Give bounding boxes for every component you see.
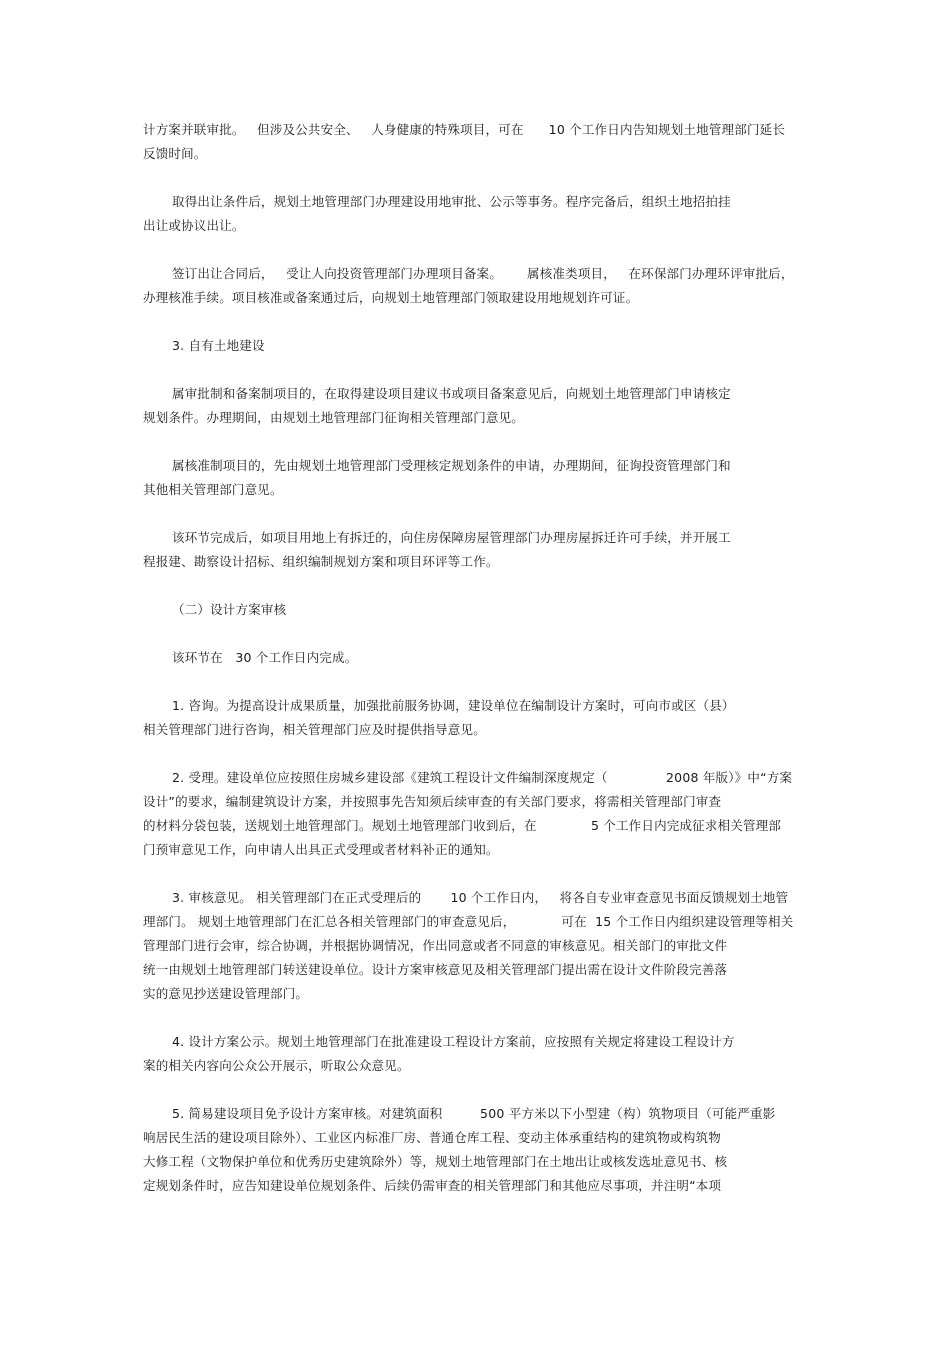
text-line: 大修工程（文物保护单位和优秀历史建筑除外）等，规划土地管理部门在土地出让或核发选址意见书、核 [143,1154,728,1169]
text-line: 其他相关管理部门意见。 [143,482,283,497]
text-line: 设计”的要求，编制建筑设计方案，并按照事先告知须后续审查的有关部门要求，将需相关管理部门审查 [143,794,722,809]
text-line: 反馈时间。 [143,146,207,161]
text-line: 该环节完成后，如项目用地上有拆迁的，向住房保障房屋管理部门办理房屋拆迁许可手续，并开展工 [172,530,731,545]
text-line: 5. 简易建设项目免予设计方案审核。对建筑面积 500 平方米以下小型建（构）筑物项目（可能严重影 [172,1106,776,1121]
text-line: 属审批制和备案制项目的，在取得建设项目建议书或项目备案意见后，向规划土地管理部门申请核定 [172,386,731,401]
text-line: 定规划条件时，应告知建设单位规划条件、后续仍需审查的相关管理部门和其他应尽事项，并注明“本项 [143,1178,722,1193]
text-line: 出让或协议出让。 [143,218,245,233]
text-line: 管理部门进行会审，综合协调，并根据协调情况，作出同意或者不同意的审核意见。相关部门的审批文件 [143,938,728,953]
text-line: 该环节在 30 个工作日内完成。 [172,650,358,665]
text-line: 门预审意见工作，向申请人出具正式受理或者材料补正的通知。 [143,842,499,857]
text-line: 取得出让条件后，规划土地管理部门办理建设用地审批、公示等事务。程序完备后，组织土地招拍挂 [172,194,731,209]
text-line: 1. 咨询。为提高设计成果质量，加强批前服务协调，建设单位在编制设计方案时，可向市或区（县） [172,698,735,713]
text-line: 实的意见抄送建设管理部门。 [143,986,309,1001]
text-line: 签订出让合同后， 受让人向投资管理部门办理项目备案。 属核准类项目， 在环保部门办理环评审批后， [172,266,794,281]
section-heading: 3. 自有土地建设 [172,338,265,353]
text-line: 计方案并联审批。 但涉及公共安全、 人身健康的特殊项目，可在 10 个工作日内告知规划土地管理部门延长 [143,122,786,137]
section-heading: （二）设计方案审核 [172,602,287,617]
text-line: 3. 审核意见。 相关管理部门在正式受理后的 10 个工作日内， 将各自专业审查意见书面反馈规划土地管 [172,890,789,905]
text-line: 2. 受理。建设单位应按照住房城乡建设部《建筑工程设计文件编制深度规定（ 2008 年版）》中“方案 [172,770,793,785]
text-line: 案的相关内容向公众公开展示，听取公众意见。 [143,1058,410,1073]
text-line: 统一由规划土地管理部门转送建设单位。设计方案审核意见及相关管理部门提出需在设计文件阶段完善落 [143,962,728,977]
text-line: 属核准制项目的，先由规划土地管理部门受理核定规划条件的申请，办理期间，征询投资管理部门和 [172,458,731,473]
text-line: 响居民生活的建设项目除外）、工业区内标准厂房、普通仓库工程、变动主体承重结构的建筑物或构筑物 [143,1130,721,1145]
text-line: 规划条件。办理期间，由规划土地管理部门征询相关管理部门意见。 [143,410,525,425]
text-line: 理部门。 规划土地管理部门在汇总各相关管理部门的审查意见后， 可在 15 个工作日内组织建设管理等相关 [143,914,794,929]
text-line: 办理核准手续。项目核准或备案通过后，向规划土地管理部门领取建设用地规划许可证。 [143,290,639,305]
text-line: 程报建、勘察设计招标、组织编制规划方案和项目环评等工作。 [143,554,499,569]
text-line: 相关管理部门进行咨询，相关管理部门应及时提供指导意见。 [143,722,486,737]
text-line: 的材料分袋包装，送规划土地管理部门。规划土地管理部门收到后，在 5 个工作日内完成征求相关管理部 [143,818,782,833]
text-line: 4. 设计方案公示。规划土地管理部门在批准建设工程设计方案前，应按照有关规定将建设工程设计方 [172,1034,735,1049]
